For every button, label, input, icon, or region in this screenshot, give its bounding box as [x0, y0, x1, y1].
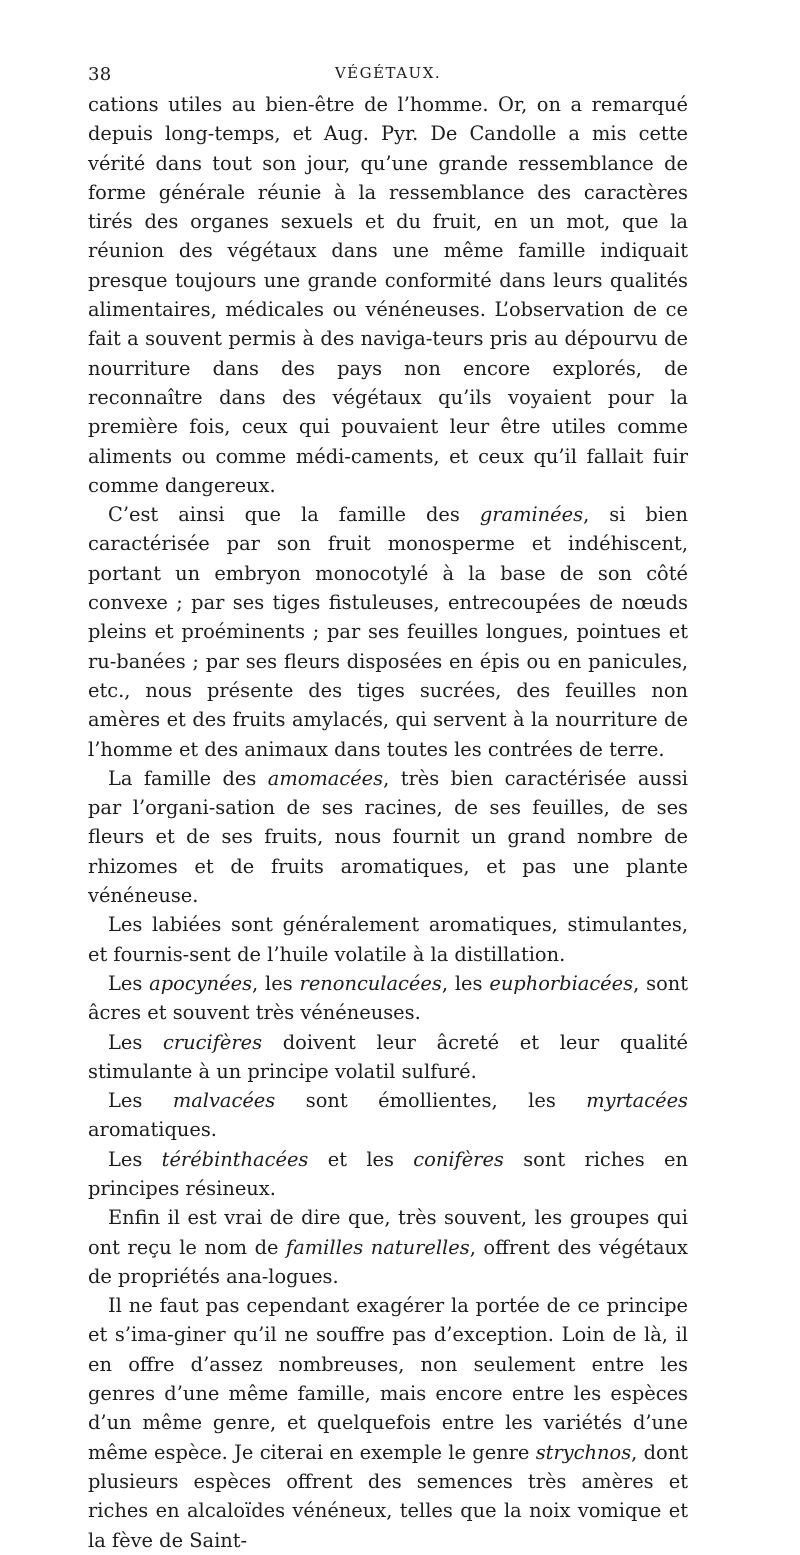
italic-term: familles naturelles — [286, 1235, 470, 1259]
text-run: sont riches en principes résineux. — [88, 1147, 689, 1200]
italic-term: graminées — [479, 503, 584, 527]
paragraph-p4 — [88, 910, 688, 969]
text-run: Les — [108, 971, 150, 995]
text-run: Les — [108, 1147, 162, 1171]
text-run: Les labiées sont généralement aromatiques, stimulantes, et fournis-sent de l’huile volatile à la distillation. — [88, 913, 688, 966]
running-title: VÉGÉTAUX. — [334, 64, 442, 82]
paragraph-p9 — [88, 1203, 688, 1291]
text-run: sont émollientes, les — [275, 1089, 587, 1113]
text-run: aromatiques. — [88, 1118, 217, 1142]
italic-term: térébinthacées — [161, 1147, 309, 1171]
paragraph-p6 — [88, 1028, 688, 1087]
paragraph-p1 — [88, 90, 688, 500]
book-page — [88, 64, 688, 1555]
page-header — [88, 64, 688, 90]
text-run: doivent leur âcreté et leur qualité stimulante à un principe volatil sulfuré. — [88, 1030, 688, 1083]
italic-term: euphorbiacées — [489, 971, 634, 995]
text-run: Enfin il est vrai de dire que, très souvent, les groupes qui ont reçu le nom de — [88, 1206, 688, 1259]
italic-term: apocynées — [149, 971, 253, 995]
page-number: 38 — [88, 64, 112, 85]
text-run: , offrent des végétaux de propriétés ana-logues. — [88, 1235, 688, 1288]
text-run: , dont plusieurs espèces offrent des semences très amères et riches en alcaloïdes vénéneux, telles que la noix vomique et la fève de Saint- — [88, 1440, 688, 1552]
paragraph-p3 — [88, 764, 688, 910]
paragraph-p2 — [88, 500, 688, 764]
italic-term: malvacées — [172, 1089, 276, 1113]
text-body — [88, 90, 688, 1555]
paragraph-p8 — [88, 1145, 688, 1204]
italic-term: crucifères — [163, 1030, 263, 1054]
italic-term: amomacées — [267, 766, 384, 790]
text-run: , si bien caractérisée par son fruit monosperme et indéhiscent, portant un embryon monocotylé à la base de son côté convexe ; par ses tiges fistuleuses, entrecoupées de nœuds pleins et proéminents ; par ses feuilles longues, pointues et ru-banées ; par ses fleurs disposées en épis ou en panicules, etc., nous présente des tiges sucrées, des feuilles non amères et des fruits amylacés, qui servent à la nourriture de l’homme et des animaux dans toutes les contrées de terre. — [88, 503, 688, 761]
text-run: La famille des — [108, 766, 268, 790]
italic-term: conifères — [413, 1147, 504, 1171]
paragraph-p7 — [88, 1086, 688, 1145]
text-run: et les — [308, 1147, 414, 1171]
paragraph-p5 — [88, 969, 688, 1028]
text-run: Il ne faut pas cependant exagérer la portée de ce principe et s’ima-giner qu’il ne souffre pas d’exception. Loin de là, il en offre d’assez nombreuses, non seulement entre les genres d’une même famille, mais encore entre les espèces d’un même genre, et quelquefois entre les variétés d’une même espèce. Je citerai en exemple le genre — [88, 1294, 688, 1464]
text-run: Les — [108, 1089, 173, 1113]
text-run: , sont âcres et souvent très vénéneuses. — [88, 971, 689, 1025]
italic-term: strychnos — [535, 1440, 632, 1464]
text-run: , les — [252, 971, 300, 995]
text-run: , très bien caractérisée aussi par l’organi-sation de ses racines, de ses feuilles, de ses fleurs et de ses fruits, nous fournit un grand nombre de rhizomes et de fruits aromatiques, et pas une plante vénéneuse. — [88, 766, 688, 908]
text-run: cations utiles au bien-être de l’homme. Or, on a remarqué depuis long-temps, et Aug. Pyr. De Candolle a mis cette vérité dans tout son jour, qu’une grande ressemblance de forme générale réunie à la ressemblance des caractères tirés des organes sexuels et du fruit, en un mot, que la réunion des végétaux dans une même famille indiquait presque toujours une grande conformité dans leurs qualités alimentaires, médicales ou vénéneuses. L’observation de ce fait a souvent permis à des naviga-teurs pris au dépourvu de nourriture dans des pays non encore explorés, de reconnaître dans des végétaux qu’ils voyaient pour la première fois, ceux qui pouvaient leur être utiles comme aliments ou comme médi-caments, et ceux qu’il fallait fuir comme dangereux. — [88, 93, 688, 497]
text-run: Les — [108, 1030, 164, 1054]
italic-term: renonculacées — [299, 971, 442, 995]
text-run: C’est ainsi que la famille des — [108, 503, 480, 527]
paragraph-p10 — [88, 1291, 688, 1555]
text-run: , les — [441, 971, 490, 995]
italic-term: myrtacées — [586, 1089, 688, 1113]
